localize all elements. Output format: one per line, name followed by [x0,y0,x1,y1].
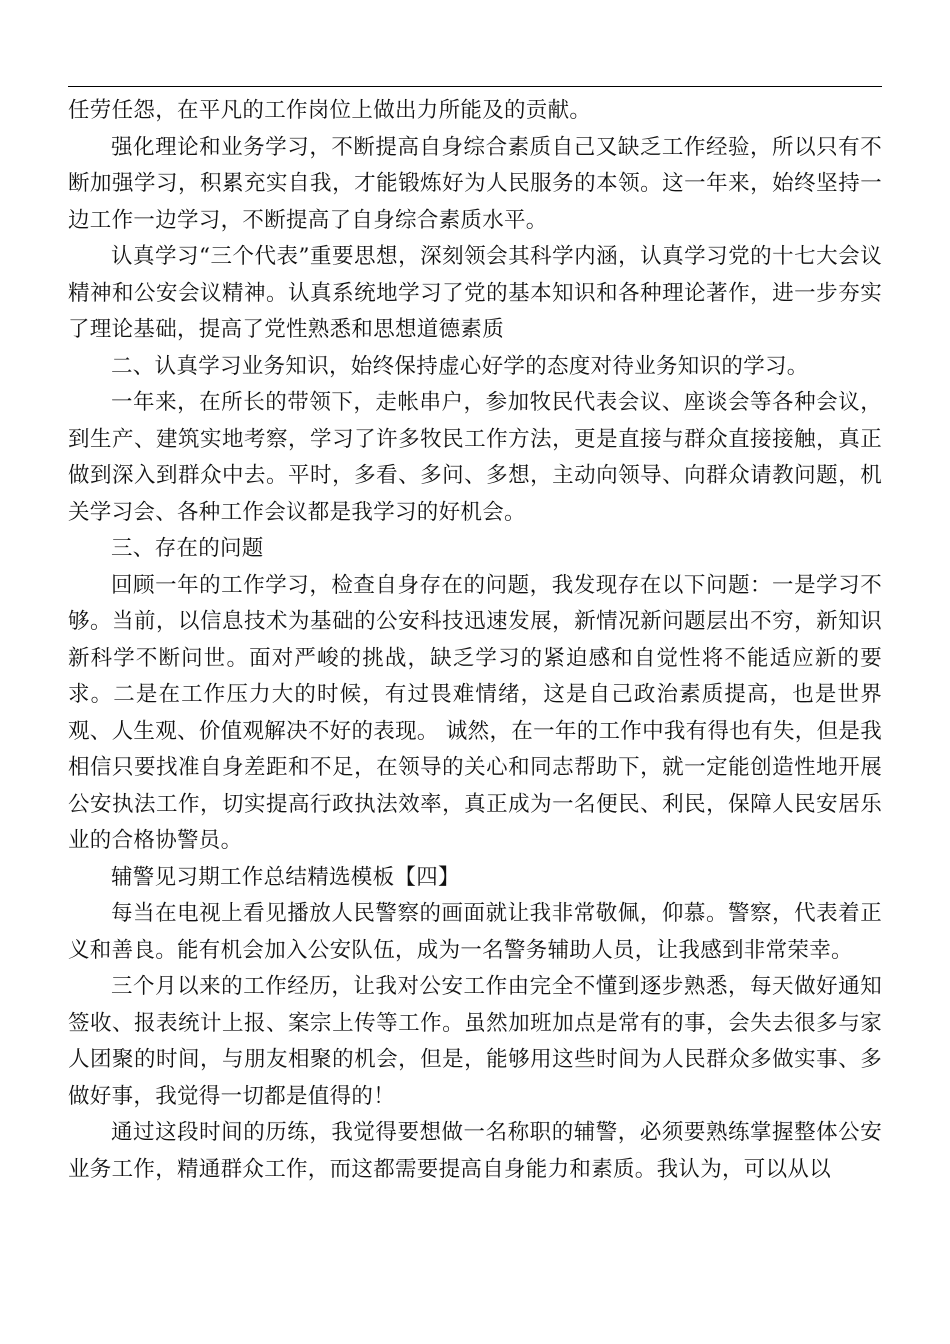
document-body [68,93,882,1188]
section-heading-problems: 三、存在的问题 [111,536,264,561]
section-heading-template-four: 辅警见习期工作总结精选模板【四】 [111,864,460,890]
paragraph-admiration: 每当在电视上看见播放人民警察的画面就让我非常敬佩，仰慕。警察，代表着正义和善良。能有机会加入公安队伍，成为一名警务辅助人员，让我感到非常荣幸。 [68,901,882,963]
header-rule [68,86,882,87]
paragraph-year-review: 一年来，在所长的带领下，走帐串户，参加牧民代表会议、座谈会等各种会议，到生产、建筑实地考察，学习了许多牧民工作方法，更是直接与群众直接接触，真正做到深入到群众中去。平时，多看、多问、多想，主动向领导、向群众请教问题，机关学习会、各种工作会议都是我学习的好机会。 [68,390,882,525]
paragraph-problems: 回顾一年的工作学习，检查自身存在的问题，我发现存在以下问题：一是学习不够。当前，以信息技术为基础的公安科技迅速发展，新情况新问题层出不穷，新知识新科学不断问世。面对严峻的挑战，缺乏学习的紧迫感和自觉性将不能适应新的要求。二是在工作压力大的时候，有过畏难情绪，这是自己政治素质提高，也是世界观、人生观、价值观解决不好的表现。 诚然，在一年的工作中我有得也有失，但是我相信只要找准自身差距和不足，在领导的关心和同志帮助下，就一定能创造性地开展公安执法工作，切实提高行政执法效率，真正成为一名便民、利民，保障人民安居乐业的合格协警员。 [68,572,882,853]
paragraph-theory-study: 强化理论和业务学习，不断提高自身综合素质自己又缺乏工作经验，所以只有不断加强学习，积累充实自我，才能锻炼好为人民服务的本领。这一年来，始终坚持一边工作一边学习，不断提高了自身综合素质水平。 [68,134,882,233]
section-heading-business-knowledge: 二、认真学习业务知识，始终保持虚心好学的态度对待业务知识的学习。 [111,353,809,379]
paragraph-three-represents: 认真学习“三个代表”重要思想，深刻领会其科学内涵，认真学习党的十七大会议精神和公安会议精神。认真系统地学习了党的基本知识和各种理论著作，进一步夯实了理论基础，提高了党性熟悉和思想道德素质 [68,244,882,342]
paragraph-continuation: 任劳任怨，在平凡的工作岗位上做出力所能及的贡献。 [68,98,592,123]
paragraph-three-months: 三个月以来的工作经历，让我对公安工作由完全不懂到逐步熟悉，每天做好通知签收、报表统计上报、案宗上传等工作。虽然加班加点是常有的事，会失去很多与家人团聚的时间，与朋友相聚的机会，但是，能够用这些时间为人民群众多做实事、多做好事，我觉得一切都是值得的！ [68,974,882,1109]
paragraph-training: 通过这段时间的历练，我觉得要想做一名称职的辅警，必须要熟练掌握整体公安业务工作，精通群众工作，而这都需要提高自身能力和素质。我认为，可以从以 [68,1120,882,1182]
